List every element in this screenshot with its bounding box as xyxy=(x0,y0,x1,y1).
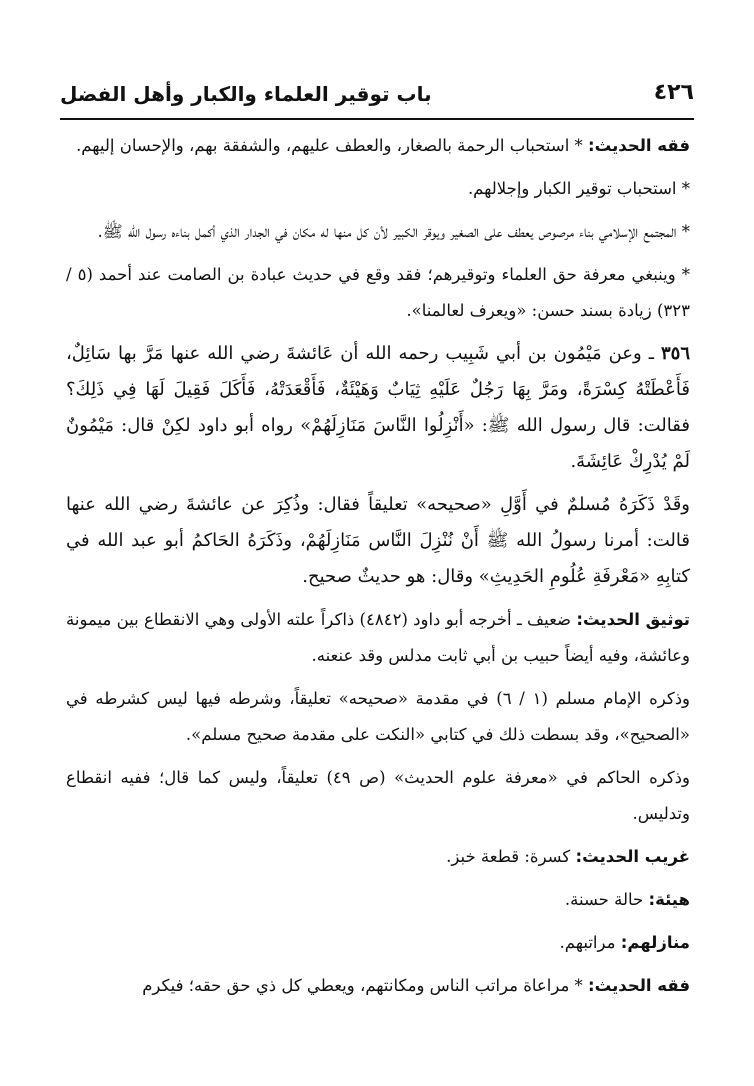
gharib-paragraph-3 xyxy=(66,925,690,961)
takhrij-paragraph-1 xyxy=(66,602,690,674)
fiqh-point-1: * استحباب الرحمة بالصغار، والعطف عليهم، والشفقة بهم، والإحسان إليهم. xyxy=(76,136,583,155)
takhrij-label: توثيق الحديث: xyxy=(576,610,691,629)
gharib-term-3: منازلهم: xyxy=(620,933,690,952)
gharib-paragraph-1 xyxy=(66,839,690,875)
fiqh-paragraph-1 xyxy=(66,128,690,164)
gharib-item-1: كسرة: قطعة خبز. xyxy=(446,847,571,866)
gharib-term-2: هيئة: xyxy=(648,890,690,909)
fiqh2-label: فقه الحديث: xyxy=(588,976,690,995)
page-body xyxy=(66,128,690,1011)
page-header xyxy=(60,72,694,116)
gharib-def-2: حالة حسنة. xyxy=(564,890,644,909)
fiqh2-point-1: * مراعاة مراتب الناس ومكانتهم، ويعطي كل ذي حق حقه؛ فيكرم xyxy=(142,976,583,995)
hadith-text: ـ وعن مَيْمُون بن أبي شَبِيب رحمه الله أن عَائشةَ رضي الله عنها مَرَّ بها سَائِلٌ، فَأَعْطَتْهُ كِسْرَةً، ومَرَّ بِهَا رَجُلٌ عَلَيْهِ ثِيَابٌ وَهَيْئَةٌ، فَأَقْعَدَتْهُ، فَأَكَلَ فَقِيلَ لَهَا فِي ذَلِكَ؟ فقالت: قال رسول الله ﷺ: «أَنْزِلُوا النَّاسَ مَنَازِلَهُمْ» رواه أبو داود لكِنْ قال: مَيْمُونٌ لَمْ يُدْرِكْ عَائِشَةَ. xyxy=(66,343,690,472)
fiqh-paragraph-4: * وينبغي معرفة حق العلماء وتوقيرهم؛ فقد وقع في حديث عبادة بن الصامت عند أحمد (٥ / ٣٢٣) زيادة بسند حسن: «ويعرف لعالمنا». xyxy=(66,265,690,320)
fiqh-paragraph-2: * استحباب توقير الكبار وإجلالهم. xyxy=(467,179,690,198)
hadith-note: وقَدْ ذَكَرَهُ مُسلمٌ في أَوَّلِ «صحيحه» تعليقاً فقال: وذُكِرَ عن عائشةَ رضي الله عنها قالت: أمرنا رسولُ الله ﷺ أَنْ نُنْزِلَ النَّاس مَنَازِلَهُمْ، وذَكَرَهُ الحَاكمُ أبو عبد الله في كتابِهِ «مَعْرفَةِ عُلُومِ الحَدِيثِ» وقال: هو حديثٌ صحيح. xyxy=(66,494,690,587)
chapter-title: باب توقير العلماء والكبار وأهل الفضل xyxy=(60,82,432,106)
takhrij-text-1: ضعيف ـ أخرجه أبو داود (٤٨٤٢) ذاكراً علته الأولى وهي الانقطاع بين ميمونة وعائشة، وفيه أيضاً حبيب بن أبي ثابت مدلس وقد عنعنه. xyxy=(66,610,690,665)
page-number: ٤٢٦ xyxy=(653,80,694,105)
header-rule xyxy=(60,118,694,120)
gharib-label: غريب الحديث: xyxy=(575,847,690,866)
hadith-number: ٣٥٦ xyxy=(660,343,690,364)
gharib-def-3: مراتبهم. xyxy=(559,933,616,952)
fiqh2-paragraph-1 xyxy=(66,968,690,1004)
hadith-paragraph xyxy=(66,336,690,480)
gharib-paragraph-2 xyxy=(66,882,690,918)
fiqh-paragraph-3: * المجتمع الإسلامي بناء مرصوص يعطف على الصغير ويوقر الكبير لأن كل منها له مكان في الجدار الذي أكمل بناءه رسول الله ﷺ. xyxy=(97,222,690,241)
takhrij-paragraph-2: وذكره الإمام مسلم (١ / ٦) في مقدمة «صحيحه» تعليقاً، وشرطه فيها ليس كشرطه في «الصحيح»، وقد بسطت ذلك في كتابي «النكت على مقدمة صحيح مسلم». xyxy=(66,689,691,744)
fiqh-label: فقه الحديث: xyxy=(588,136,690,155)
takhrij-paragraph-3: وذكره الحاكم في «معرفة علوم الحديث» (ص ٤٩) تعليقاً، وليس كما قال؛ ففيه انقطاع وتدليس. xyxy=(66,768,690,823)
